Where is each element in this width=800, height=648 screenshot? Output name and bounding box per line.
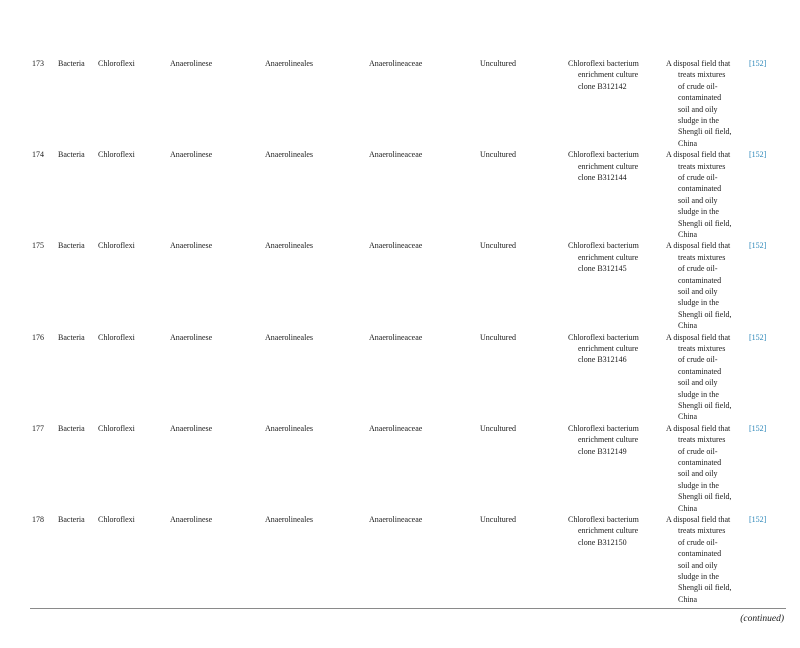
organism-name-line: enrichment culture [578, 252, 639, 262]
environment-line: of crude oil- [678, 264, 718, 274]
table-row [30, 240, 786, 331]
organism-name-line: clone B312150 [578, 537, 627, 547]
organism-name-cell [568, 423, 658, 457]
environment-line: China [678, 230, 698, 240]
reference-link[interactable]: [152] [749, 59, 767, 68]
environment-line: A disposal field that [666, 241, 731, 251]
environment-line: sludge in the [678, 389, 719, 399]
environment-line: sludge in the [678, 116, 719, 126]
phylum-cell: Chloroflexi [98, 332, 135, 342]
environment-line: A disposal field that [666, 332, 731, 342]
phylum-cell: Chloroflexi [98, 423, 135, 433]
organism-name-line: Chloroflexi bacterium [568, 332, 639, 342]
order-cell: Anaerolineales [265, 150, 313, 160]
row-number: 177 [32, 423, 44, 433]
environment-line: soil and oily [678, 378, 718, 388]
environment-line: contaminated [678, 275, 722, 285]
environment-line: treats mixtures [678, 343, 726, 353]
environment-line: A disposal field that [666, 150, 731, 160]
phylum-cell: Chloroflexi [98, 59, 135, 68]
domain-cell: Bacteria [58, 514, 85, 524]
environment-line: of crude oil- [678, 355, 718, 365]
phylum-cell: Chloroflexi [98, 514, 135, 524]
order-cell: Anaerolineales [265, 241, 313, 251]
class-cell: Anaerolinese [170, 514, 213, 524]
environment-cell [666, 149, 746, 240]
environment-line: treats mixtures [678, 526, 726, 536]
organism-name-line: Chloroflexi bacterium [568, 59, 639, 68]
table-row [30, 514, 786, 605]
environment-cell [666, 423, 746, 514]
domain-cell: Bacteria [58, 241, 85, 251]
environment-line: Shengli oil field, [678, 583, 732, 593]
environment-line: Shengli oil field, [678, 309, 732, 319]
environment-line: China [678, 138, 698, 148]
class-cell: Anaerolinese [170, 332, 213, 342]
environment-line: soil and oily [678, 560, 718, 570]
continued-note: (continued) [740, 614, 784, 624]
environment-line: A disposal field that [666, 423, 731, 433]
family-cell: Anaerolineaceae [369, 241, 423, 251]
family-cell: Anaerolineaceae [369, 514, 423, 524]
environment-line: treats mixtures [678, 161, 726, 171]
environment-line: soil and oily [678, 287, 718, 296]
organism-name-line: Chloroflexi bacterium [568, 241, 639, 251]
table-row [30, 332, 786, 423]
environment-line: Shengli oil field, [678, 492, 732, 502]
organism-name-line: enrichment culture [578, 435, 639, 445]
environment-cell [666, 332, 746, 423]
environment-line: contaminated [678, 457, 722, 467]
class-cell: Anaerolinese [170, 150, 213, 160]
environment-line: sludge in the [678, 207, 719, 217]
environment-line: soil and oily [678, 195, 718, 205]
reference-link[interactable]: [152] [749, 241, 767, 251]
organism-name-cell [568, 58, 658, 92]
environment-line: sludge in the [678, 298, 719, 308]
environment-line: of crude oil- [678, 537, 718, 547]
table-bottom-rule [30, 608, 786, 609]
environment-line: China [678, 412, 698, 422]
order-cell: Anaerolineales [265, 332, 313, 342]
organism-name-line: clone B312145 [578, 264, 627, 274]
domain-cell: Bacteria [58, 423, 85, 433]
domain-cell: Bacteria [58, 332, 85, 342]
environment-line: contaminated [678, 549, 722, 559]
environment-line: soil and oily [678, 104, 718, 114]
genus-cell: Uncultured [480, 514, 516, 524]
family-cell: Anaerolineaceae [369, 332, 423, 342]
environment-cell [666, 514, 746, 605]
organism-name-line: clone B312144 [578, 173, 627, 182]
class-cell: Anaerolinese [170, 241, 213, 251]
organism-name-cell [568, 514, 658, 548]
row-number: 178 [32, 514, 44, 524]
environment-line: contaminated [678, 184, 722, 194]
environment-line: A disposal field that [666, 514, 731, 524]
reference-link[interactable]: [152] [749, 150, 767, 160]
genus-cell: Uncultured [480, 241, 516, 251]
environment-line: Shengli oil field, [678, 401, 732, 410]
organism-name-line: Chloroflexi bacterium [568, 423, 639, 433]
environment-line: contaminated [678, 366, 722, 376]
row-number: 175 [32, 241, 44, 251]
environment-line: sludge in the [678, 480, 719, 490]
family-cell: Anaerolineaceae [369, 59, 423, 68]
environment-line: treats mixtures [678, 252, 726, 262]
organism-name-line: clone B312142 [578, 81, 627, 91]
organism-name-cell [568, 149, 658, 183]
environment-line: China [678, 594, 698, 604]
genus-cell: Uncultured [480, 423, 516, 433]
reference-link[interactable]: [152] [749, 514, 767, 524]
organism-name-line: enrichment culture [578, 343, 639, 353]
class-cell: Anaerolinese [170, 59, 213, 68]
phylum-cell: Chloroflexi [98, 150, 135, 160]
table-row [30, 58, 786, 149]
environment-line: Shengli oil field, [678, 218, 732, 228]
environment-line: sludge in the [678, 571, 719, 581]
row-number: 174 [32, 150, 44, 160]
environment-line: treats mixtures [678, 70, 726, 80]
family-cell: Anaerolineaceae [369, 150, 423, 160]
organism-name-line: enrichment culture [578, 70, 639, 80]
genus-cell: Uncultured [480, 332, 516, 342]
genus-cell: Uncultured [480, 59, 516, 68]
phylum-cell: Chloroflexi [98, 241, 135, 251]
environment-cell [666, 240, 746, 331]
organism-name-cell [568, 332, 658, 366]
environment-line: of crude oil- [678, 173, 718, 182]
class-cell: Anaerolinese [170, 423, 213, 433]
environment-cell [666, 58, 746, 149]
table-row [30, 423, 786, 514]
row-number: 176 [32, 332, 44, 342]
genus-cell: Uncultured [480, 150, 516, 160]
organism-name-line: Chloroflexi bacterium [568, 150, 639, 160]
environment-line: treats mixtures [678, 435, 726, 445]
environment-line: of crude oil- [678, 81, 718, 91]
environment-line: Shengli oil field, [678, 127, 732, 137]
order-cell: Anaerolineales [265, 59, 313, 68]
taxonomy-table [30, 58, 786, 605]
environment-line: contaminated [678, 93, 722, 103]
environment-line: China [678, 321, 698, 331]
environment-line: China [678, 503, 698, 513]
table-row [30, 149, 786, 240]
organism-name-line: enrichment culture [578, 161, 639, 171]
domain-cell: Bacteria [58, 150, 85, 160]
organism-name-line: clone B312146 [578, 355, 627, 365]
organism-name-cell [568, 240, 658, 274]
family-cell: Anaerolineaceae [369, 423, 423, 433]
organism-name-line: Chloroflexi bacterium [568, 514, 639, 524]
row-number: 173 [32, 59, 44, 68]
order-cell: Anaerolineales [265, 423, 313, 433]
organism-name-line: clone B312149 [578, 446, 627, 456]
environment-line: of crude oil- [678, 446, 718, 456]
environment-line: A disposal field that [666, 59, 731, 68]
domain-cell: Bacteria [58, 59, 85, 68]
order-cell: Anaerolineales [265, 514, 313, 524]
environment-line: soil and oily [678, 469, 718, 479]
organism-name-line: enrichment culture [578, 526, 639, 536]
reference-link[interactable]: [152] [749, 423, 767, 433]
reference-link[interactable]: [152] [749, 332, 767, 342]
